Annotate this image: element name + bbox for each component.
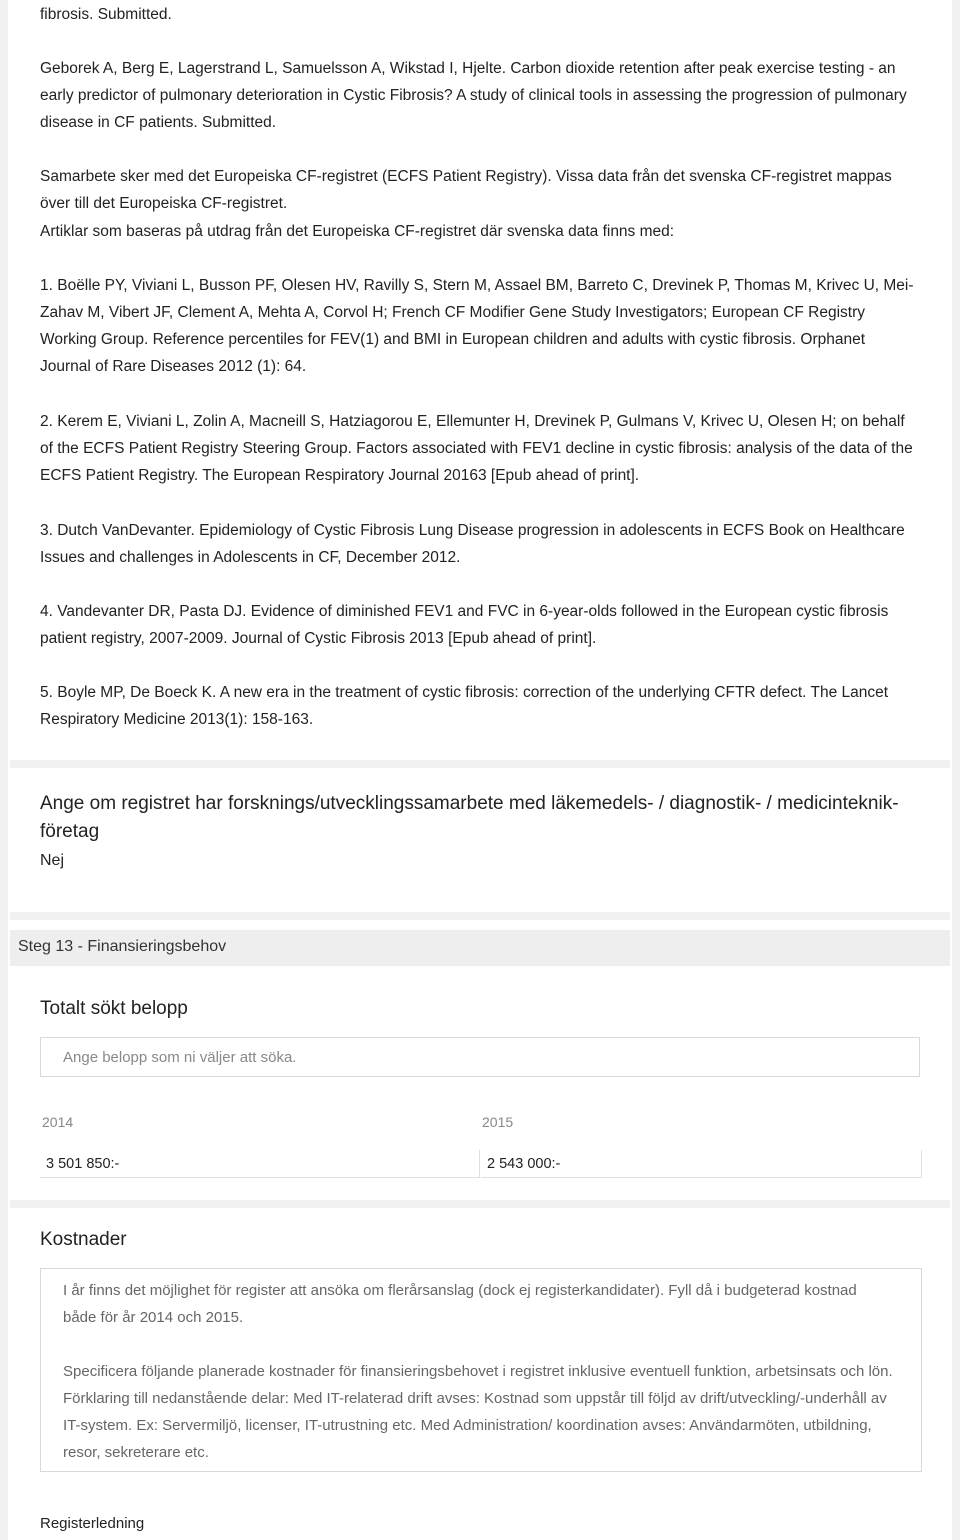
amount-2014-value: 3 501 850:-: [46, 1156, 120, 1172]
amount-2015-value: 2 543 000:-: [487, 1156, 561, 1172]
amount-2015-field[interactable]: [481, 1150, 922, 1178]
total-amount-hint: Ange belopp som ni väljer att söka.: [63, 1049, 297, 1066]
question-title: Ange om registret har forsknings/utvecklingssamarbete med läkemedels- / diagnostik- / medicinteknik-företag: [40, 793, 899, 842]
collaboration-text: Samarbete sker med det Europeiska CF-registret (ECFS Patient Registry). Vissa data från det svenska CF-registret mappas över till det Europeiska CF-registret.: [40, 168, 892, 212]
ref-continued: fibrosis. Submitted.: [40, 6, 172, 23]
articles-intro: Artiklar som baseras på utdrag från det Europeiska CF-registret där svenska data finns med:: [40, 223, 675, 240]
amount-2014-field[interactable]: [40, 1150, 480, 1178]
article-item: 3. Dutch VanDevanter. Epidemiology of Cystic Fibrosis Lung Disease progression in adolescents in ECFS Book on Healthcare Issues and challenges in Adolescents in CF, December 2012.: [40, 522, 905, 566]
year-2015-label: 2015: [482, 1114, 514, 1130]
article-item: 5. Boyle MP, De Boeck K. A new era in the treatment of cystic fibrosis: correction of the underlying CFTR defect. The Lancet Respiratory Medicine 2013(1): 158-163.: [40, 684, 889, 728]
costs-info-box: [40, 1268, 922, 1472]
question-answer: Nej: [40, 852, 65, 869]
article-item: 1. Boëlle PY, Viviani L, Busson PF, Olesen HV, Ravilly S, Stern M, Assael BM, Barreto C, Drevinek P, Thomas M, Krivec U, Mei-Zahav M, Vibert JF, Clement A, Mehta A, Corvol H; French CF Modifier Gene Study Investigators; European CF Registry Working Group. Reference percentiles for FEV(1) and BMI in European children and adults with cystic fibrosis. Orphanet Journal of Rare Diseases 2012 (1): 64.: [40, 277, 914, 375]
costs-title: Kostnader: [40, 1229, 127, 1250]
article-item: 4. Vandevanter DR, Pasta DJ. Evidence of diminished FEV1 and FVC in 6-year-olds followed in the European cystic fibrosis patient registry, 2007-2009. Journal of Cystic Fibrosis 2013 [Epub ahead of print].: [40, 603, 889, 647]
article-item: 2. Kerem E, Viviani L, Zolin A, Macneill S, Hatziagorou E, Ellemunter H, Drevinek P, Gulmans V, Krivec U, Olesen H; on behalf of the ECFS Patient Registry Steering Group. Factors associated with FEV1 decline in cystic fibrosis: analysis of the data of the ECFS Patient Registry. The European Respiratory Journal 20163 [Epub ahead of print].: [40, 413, 913, 484]
step-title: Steg 13 - Finansieringsbehov: [18, 938, 227, 955]
total-amount-title: Totalt sökt belopp: [40, 998, 188, 1019]
section-divider: [10, 760, 950, 768]
costs-info-text: I år finns det möjlighet för register att ansöka om flerårsanslag (dock ej registerkandidater). Fyll då i budgeterad kostnad både för år 2014 och 2015.: [63, 1282, 857, 1326]
total-amount-hint-box: [40, 1037, 920, 1077]
page-frame-left: [0, 0, 8, 1540]
registerledning-label: Registerledning: [40, 1515, 145, 1532]
section-divider: [10, 1200, 950, 1208]
year-2014-label: 2014: [42, 1114, 74, 1130]
page-frame-right: [952, 0, 960, 1540]
section-divider: [10, 912, 950, 920]
ref-geborek: Geborek A, Berg E, Lagerstrand L, Samuelsson A, Wikstad I, Hjelte. Carbon dioxide retention after peak exercise testing - an early predictor of pulmonary deterioration in Cystic Fibrosis? A study of clinical tools in assessing the progression of pulmonary disease in CF patients. Submitted.: [40, 60, 907, 131]
costs-explanation-text: Specificera följande planerade kostnader för finansieringsbehovet i registret inklusive eventuell funktion, arbetsinsats och lön. Förklaring till nedanstående delar: Med IT-relaterad drift avses: Kostnad som uppstår till följd av drift/utveckling/-underhåll av IT-system. Ex: Servermiljö, licenser, IT-utrustning etc. Med Administration/ koordination avses: Användarmöten, utbildning, resor, sekreterare etc.: [63, 1363, 893, 1461]
